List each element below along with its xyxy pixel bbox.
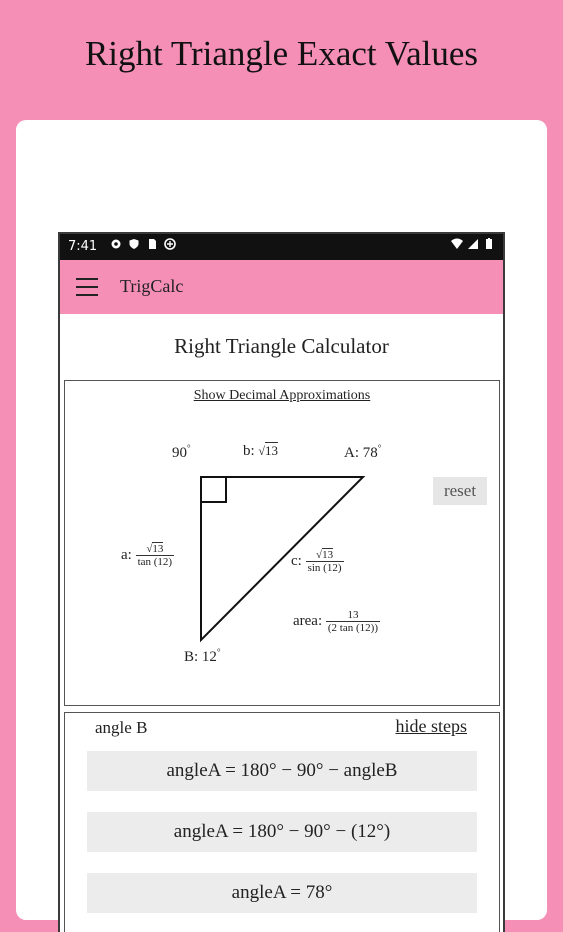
settings-icon [110, 238, 122, 250]
wifi-icon [451, 238, 463, 250]
app-toolbar [60, 260, 503, 314]
step-row: angleA = 180° − 90° − angleB [87, 751, 477, 791]
angle-a-label: A: 78° [344, 443, 382, 461]
shield-icon [128, 238, 140, 250]
show-decimal-link[interactable]: Show Decimal Approximations [193, 388, 371, 403]
status-bar [60, 234, 503, 260]
area-label: area: $\frac{13}{(2 \tan (12))}$ [293, 609, 378, 634]
calculator-title: Right Triangle Calculator [174, 334, 389, 358]
right-angle-marker [201, 477, 226, 502]
reset-button[interactable]: reset [433, 477, 487, 505]
sim-icon [146, 238, 158, 250]
menu-icon[interactable] [76, 278, 98, 296]
step-row: angleA = 180° − 90° − (12°) [87, 812, 477, 852]
side-b-label: b: √13 [243, 443, 279, 459]
side-a-label: a: $\frac{√13}{\tan (12)}$ [121, 543, 173, 568]
signal-icon [467, 238, 479, 250]
data-saver-icon [164, 238, 176, 250]
phone-frame [58, 232, 505, 932]
battery-icon [483, 238, 495, 250]
angle-b-label: B: 12° [184, 647, 221, 665]
hide-steps-link[interactable]: hide steps [395, 716, 467, 736]
side-c-label: c: $\frac{√13}{\sin (12)}$ [291, 549, 342, 574]
app-title: TrigCalc [120, 276, 184, 296]
steps-label: angle B [95, 718, 148, 737]
status-time: 7:41 [68, 239, 98, 254]
steps-panel [64, 712, 500, 932]
triangle-panel [64, 380, 500, 706]
right-angle-label: 90° [172, 443, 191, 461]
promo-title: Right Triangle Exact Values [84, 34, 479, 73]
step-row: angleA = 78° [87, 873, 477, 913]
